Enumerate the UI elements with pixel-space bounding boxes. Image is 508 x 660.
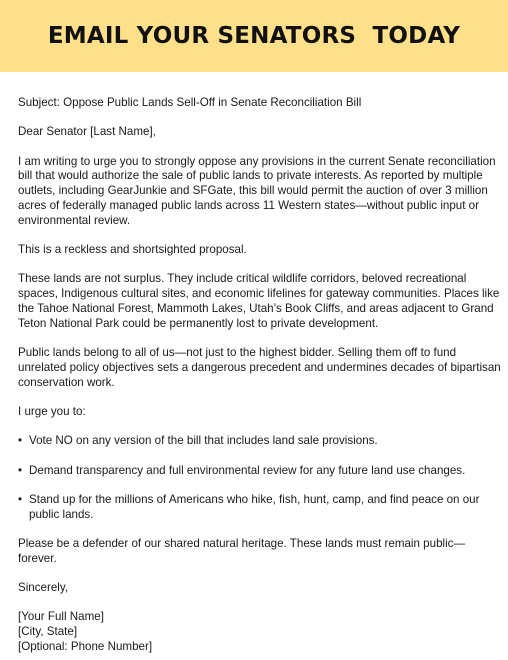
signature-city-state: [City, State] [18, 625, 78, 639]
list-item-text: Demand transparency and full environmental review for any future land use changes. [29, 463, 466, 477]
list-item-text: Vote NO on any version of the bill that includes land sale provisions. [29, 434, 378, 448]
bullet-icon: • [18, 492, 23, 506]
body-paragraph-3: These lands are not surplus. They include critical wildlife corridors, beloved recreational spaces, Indigenous cultural sites, and economic lifelines for gateway communities. Places like the Tahoe National Forest, Mammoth Lakes, Utah’s Book Cliffs, and areas adjacent to Grand Teton National Park could be permanently lost to private development. [18, 272, 500, 330]
bullet-icon: • [18, 434, 23, 448]
urge-intro: I urge you to: [18, 404, 86, 418]
email-salutation: Dear Senator [Last Name], [18, 125, 156, 139]
page-title: EMAIL YOUR SENATORS TODAY [47, 23, 461, 49]
header-banner [0, 0, 508, 72]
email-template [18, 96, 502, 655]
bullet-icon: • [18, 463, 23, 477]
email-subject: Subject: Oppose Public Lands Sell-Off in Senate Reconciliation Bill [18, 96, 362, 109]
closing-paragraph: Please be a defender of our shared natural heritage. These lands must remain public—forever. [18, 536, 466, 565]
body-paragraph-4: Public lands belong to all of us—not just to the highest bidder. Selling them off to fund unrelated policy objectives sets a dangerous precedent and undermines decades of bipartisan conservation work. [18, 346, 501, 389]
signoff: Sincerely, [18, 581, 69, 595]
list-item [18, 434, 502, 449]
body-paragraph-1: I am writing to urge you to strongly oppose any provisions in the current Senate reconciliation bill that would authorize the sale of public lands to private interests. As reported by multiple outlets, including GearJunkie and SFGate, this bill would permit the auction of over 3 million acres of federally managed public lands across 11 Western states—without public input or environmental review. [18, 154, 496, 227]
signature-phone: [Optional: Phone Number] [18, 639, 153, 653]
list-item-text: Stand up for the millions of Americans who hike, fish, hunt, camp, and find peace on our public lands. [29, 492, 480, 521]
list-item [18, 493, 502, 523]
action-list [18, 434, 502, 522]
list-item [18, 464, 502, 479]
body-paragraph-2: This is a reckless and shortsighted proposal. [18, 243, 247, 257]
signature-name: [Your Full Name] [18, 610, 104, 624]
